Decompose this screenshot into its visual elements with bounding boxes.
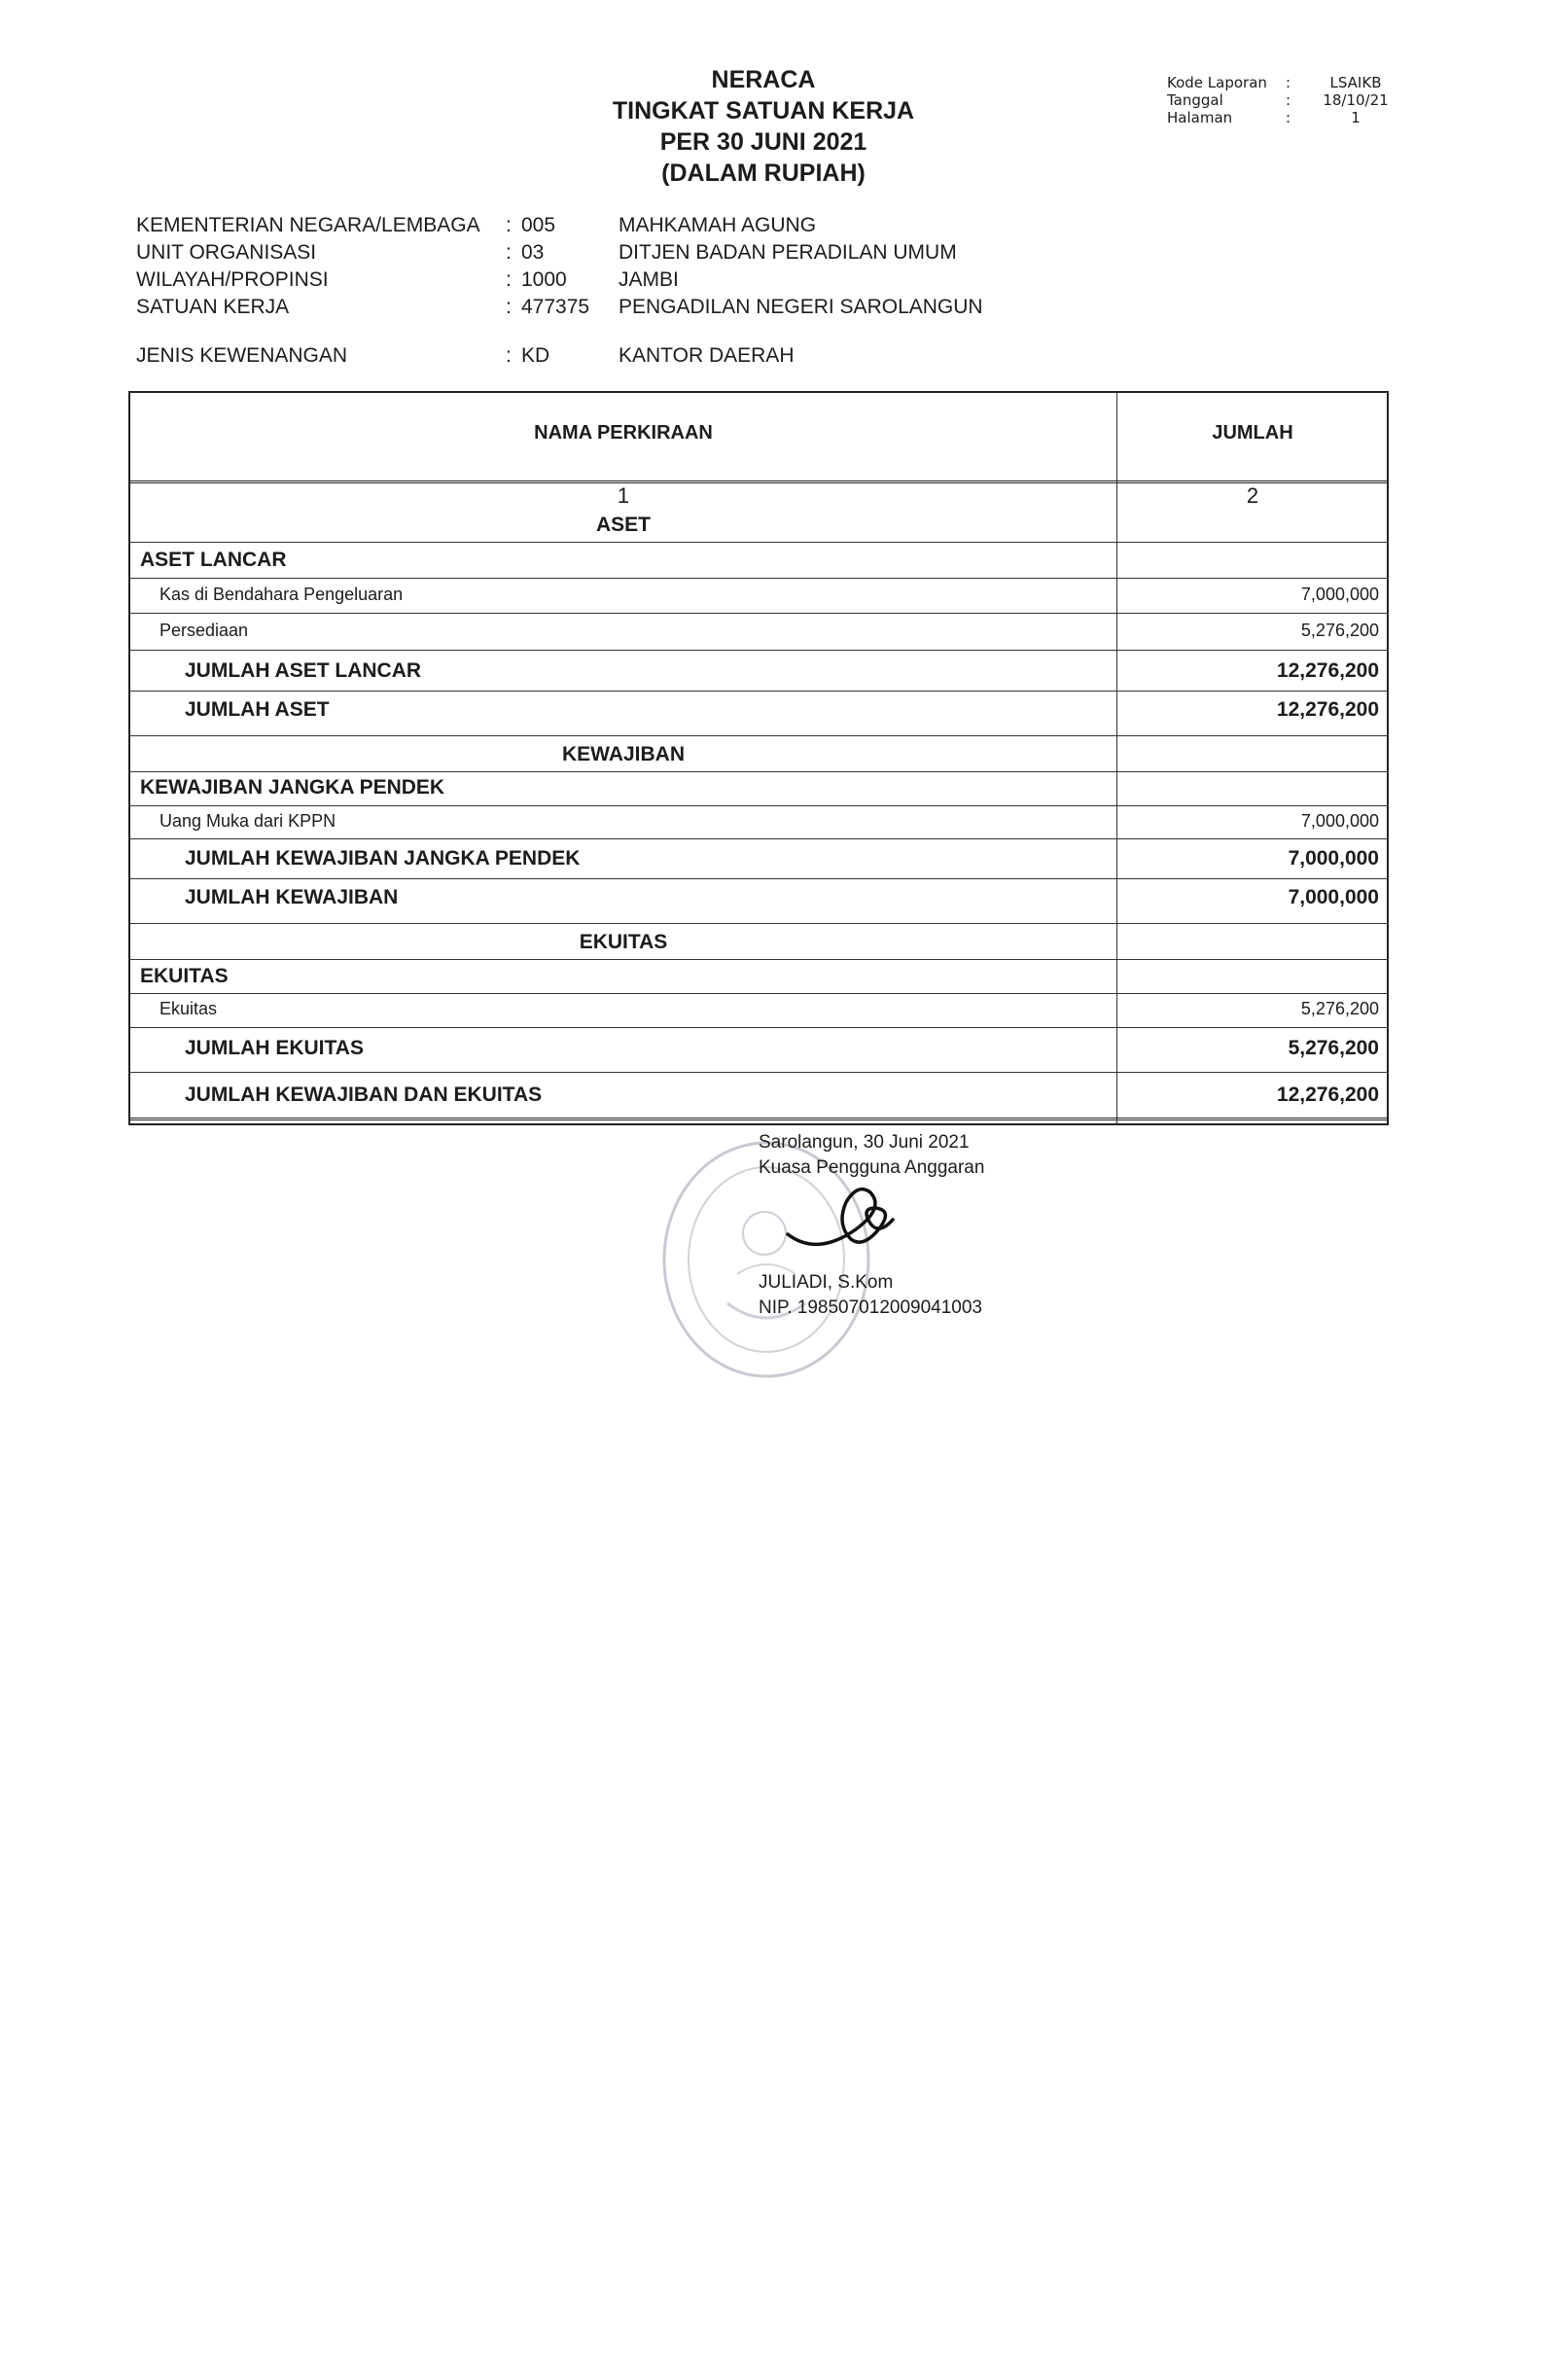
row-kas-label: Kas di Bendahara Pengeluaran xyxy=(159,585,404,604)
total-aset-value: 12,276,200 xyxy=(1276,698,1379,721)
org-info-code: 1000 xyxy=(521,268,567,291)
total-aset-lancar-label: JUMLAH ASET LANCAR xyxy=(185,659,422,682)
title-line-2: TINGKAT SATUAN KERJA xyxy=(612,97,915,124)
section-ekuitas: EKUITAS xyxy=(579,931,668,953)
row-persediaan-value: 5,276,200 xyxy=(1300,621,1379,640)
group-aset-lancar: ASET LANCAR xyxy=(140,549,287,571)
col-header-jumlah: JUMLAH xyxy=(1212,422,1293,444)
org-info-name: JAMBI xyxy=(619,268,679,291)
signature-role: Kuasa Pengguna Anggaran xyxy=(759,1157,985,1178)
total-kewajiban-dan-ekuitas-label: JUMLAH KEWAJIBAN DAN EKUITAS xyxy=(185,1083,543,1106)
org-info-row: KEMENTERIAN NEGARA/LEMBAGA : 005 MAHKAMAH AGUNG xyxy=(136,212,1105,239)
org-info-row: WILAYAH/PROPINSI : 1000 JAMBI xyxy=(136,266,1105,294)
signature-name: JULIADI, S.Kom xyxy=(759,1272,894,1293)
row-persediaan-label: Persediaan xyxy=(159,621,249,640)
col-header-nama-perkiraan: NAMA PERKIRAAN xyxy=(534,422,713,444)
total-kewajiban-jangka-pendek-value: 7,000,000 xyxy=(1288,847,1379,870)
balance-sheet-table xyxy=(128,391,1389,1125)
total-aset-label: JUMLAH ASET xyxy=(185,698,330,721)
org-info-label: UNIT ORGANISASI xyxy=(136,241,317,264)
signature-nip: NIP. 198507012009041003 xyxy=(759,1297,982,1318)
group-kewajiban-jangka-pendek: KEWAJIBAN JANGKA PENDEK xyxy=(140,776,445,799)
kode-label: Kode Laporan xyxy=(1167,74,1267,91)
org-info-row: JENIS KEWENANGAN : KD KANTOR DAERAH xyxy=(136,342,1105,370)
org-info-code: KD xyxy=(521,344,550,367)
title-line-3: PER 30 JUNI 2021 xyxy=(659,128,867,156)
tanggal-value: 18/10/21 xyxy=(1323,91,1389,109)
kode-value: LSAIKB xyxy=(1329,74,1382,91)
report-meta: Kode Laporan : LSAIKB Tanggal : 18/10/21 Halaman : 1 xyxy=(1167,74,1391,126)
row-kas-value: 7,000,000 xyxy=(1300,585,1379,604)
total-ekuitas-value: 5,276,200 xyxy=(1288,1037,1379,1059)
section-aset: ASET xyxy=(595,514,651,536)
org-info xyxy=(136,212,1105,370)
total-kewajiban-dan-ekuitas-value: 12,276,200 xyxy=(1276,1083,1379,1106)
total-kewajiban-label: JUMLAH KEWAJIBAN xyxy=(185,886,399,908)
total-aset-lancar-value: 12,276,200 xyxy=(1276,659,1379,682)
org-info-row: UNIT ORGANISASI : 03 DITJEN BADAN PERADILAN UMUM xyxy=(136,239,1105,266)
title-line-4: (DALAM RUPIAH) xyxy=(661,160,866,187)
org-info-name: DITJEN BADAN PERADILAN UMUM xyxy=(619,241,957,264)
org-info-label: JENIS KEWENANGAN xyxy=(136,344,348,367)
org-info-code: 477375 xyxy=(521,296,590,318)
org-info-label: KEMENTERIAN NEGARA/LEMBAGA xyxy=(136,214,480,236)
org-info-code: 03 xyxy=(521,241,545,264)
org-info-name: PENGADILAN NEGERI SAROLANGUN xyxy=(619,296,983,318)
title-line-1: NERACA xyxy=(711,66,816,93)
col-number-2: 2 xyxy=(1246,483,1259,508)
total-kewajiban-value: 7,000,000 xyxy=(1288,886,1379,908)
row-uang-muka-label: Uang Muka dari KPPN xyxy=(159,811,336,831)
row-ekuitas-label: Ekuitas xyxy=(159,999,218,1018)
group-ekuitas: EKUITAS xyxy=(140,965,229,987)
org-info-label: WILAYAH/PROPINSI xyxy=(136,268,329,291)
section-kewajiban: KEWAJIBAN xyxy=(561,743,685,765)
org-info-name: KANTOR DAERAH xyxy=(619,344,795,367)
total-ekuitas-label: JUMLAH EKUITAS xyxy=(185,1037,364,1059)
row-ekuitas-value: 5,276,200 xyxy=(1300,999,1379,1018)
halaman-label: Halaman xyxy=(1167,109,1233,126)
report-title xyxy=(545,64,982,189)
halaman-value: 1 xyxy=(1351,109,1361,126)
row-uang-muka-value: 7,000,000 xyxy=(1300,811,1379,831)
org-info-code: 005 xyxy=(521,214,556,236)
org-info-row: SATUAN KERJA : 477375 PENGADILAN NEGERI SAROLANGUN xyxy=(136,294,1105,321)
tanggal-label: Tanggal xyxy=(1167,91,1223,109)
org-info-name: MAHKAMAH AGUNG xyxy=(619,214,817,236)
signature-block xyxy=(759,1130,984,1321)
org-info-label: SATUAN KERJA xyxy=(136,296,290,318)
col-number-1: 1 xyxy=(617,483,630,508)
signature-place-date: Sarolangun, 30 Juni 2021 xyxy=(759,1132,970,1153)
handwritten-signature-icon xyxy=(759,1181,984,1251)
total-kewajiban-jangka-pendek-label: JUMLAH KEWAJIBAN JANGKA PENDEK xyxy=(185,847,581,870)
